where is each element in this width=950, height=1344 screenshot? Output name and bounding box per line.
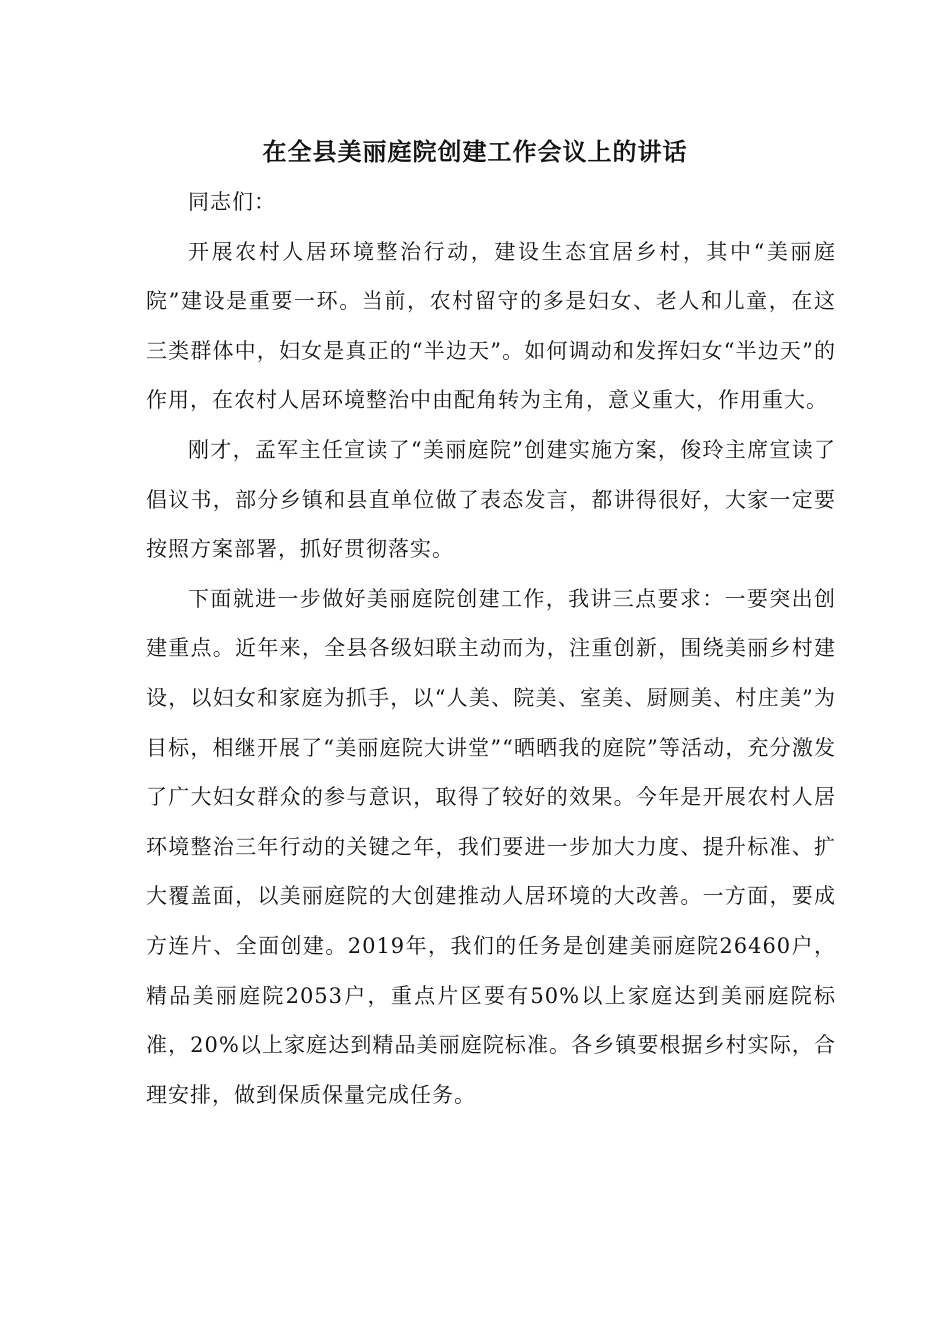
paragraph-3: 下面就进一步做好美丽庭院创建工作，我讲三点要求：一要突出创建重点。近年来，全县各级妇联主动而为，注重创新，围绕美丽乡村建设，以妇女和家庭为抓手，以“人美、院美、室美、厨厕美、村庄美”为目标，相继开展了“美丽庭院大讲堂”“晒晒我的庭院”等活动，充分激发了广大妇女群众的参与意识，取得了较好的效果。今年是开展农村人居环境整治三年行动的关键之年，我们要进一步加大力度、提升标准、扩大覆盖面，以美丽庭院的大创建推动人居环境的大改善。一方面，要成方连片、全面创建。2019年，我们的任务是创建美丽庭院26460户，精品美丽庭院2053户，重点片区要有50%以上家庭达到美丽庭院标准，20%以上家庭达到精品美丽庭院标准。各乡镇要根据乡村实际，合理安排，做到保质保量完成任务。 — [146, 586, 836, 1107]
document-title: 在全县美丽庭院创建工作会议上的讲话 — [262, 137, 688, 166]
salutation: 同志们： — [188, 190, 276, 214]
paragraph-1: 开展农村人居环境整治行动，建设生态宜居乡村，其中“美丽庭院”建设是重要一环。当前，农村留守的多是妇女、老人和儿童，在这三类群体中，妇女是真正的“半边天”。如何调动和发挥妇女“半边天”的作用，在农村人居环境整治中由配角转为主角，意义重大，作用重大。 — [146, 239, 836, 413]
document-body — [146, 178, 836, 1120]
paragraph-2: 刚才，孟军主任宣读了“美丽庭院”创建实施方案，俊玲主席宣读了倡议书，部分乡镇和县直单位做了表态发言，都讲得很好，大家一定要按照方案部署，抓好贯彻落实。 — [146, 437, 836, 562]
